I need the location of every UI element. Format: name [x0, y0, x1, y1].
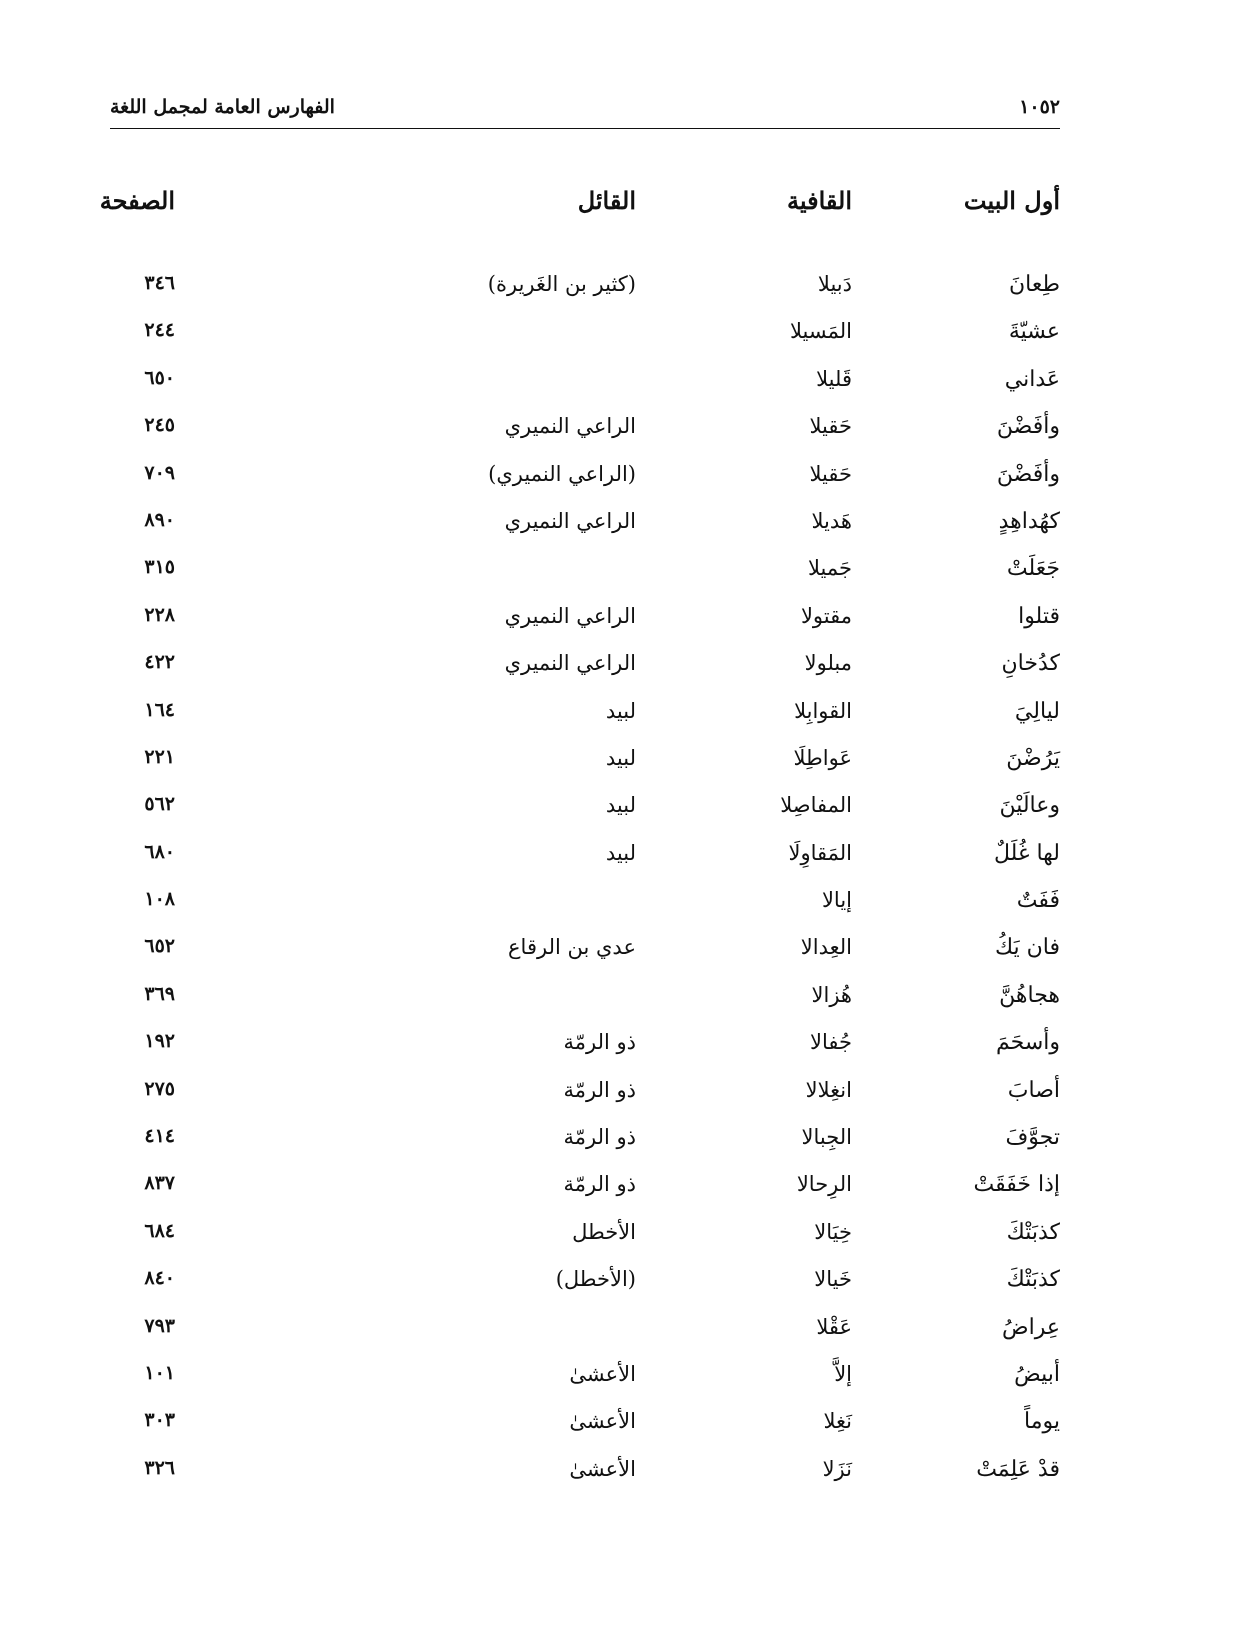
table-row	[110, 841, 1060, 888]
first-word-cell: تجوَّفَ	[1005, 1125, 1060, 1151]
poet-cell: الراعي النميري	[504, 603, 636, 628]
table-row	[110, 414, 1060, 461]
rhyme-cell: المَقاوِلَا	[788, 840, 852, 865]
first-word-cell: عَداني	[1004, 366, 1060, 392]
page-number-cell: ٧٠٩	[144, 461, 175, 484]
rhyme-cell: الجِبالا	[801, 1125, 852, 1150]
column-header-first-word: أول البيت	[963, 186, 1060, 215]
page-number: ١٠٥٢	[1019, 96, 1060, 118]
poet-cell: (الراعي النميري)	[488, 461, 636, 486]
rhyme-cell: مقتولا	[800, 603, 852, 628]
book-title: الفهارس العامة لمجمل اللغة	[110, 96, 335, 118]
first-word-cell: فَفَتٌ	[1016, 888, 1060, 914]
index-table	[110, 272, 1060, 1504]
table-row	[110, 699, 1060, 746]
poet-cell: الراعي النميري	[504, 508, 636, 533]
rhyme-cell: خِيَالا	[814, 1219, 852, 1244]
table-row	[110, 1030, 1060, 1077]
page-number-cell: ٣١٥	[144, 556, 175, 579]
first-word-cell: وعالَيْنَ	[999, 793, 1060, 819]
page-number-cell: ٢٧٥	[144, 1077, 175, 1100]
table-row	[110, 1172, 1060, 1219]
rhyme-cell: جُفالا	[810, 1030, 852, 1055]
page-number-cell: ٢٤٤	[144, 319, 175, 342]
first-word-cell: لها غُلَلٌ	[994, 840, 1060, 866]
rhyme-cell: إيالا	[821, 888, 852, 913]
table-row	[110, 746, 1060, 793]
rhyme-cell: هَديلا	[811, 508, 852, 533]
table-row	[110, 651, 1060, 698]
first-word-cell: إذا خَفَقَتْ	[973, 1172, 1060, 1198]
page-number-cell: ٦٨٠	[144, 840, 175, 863]
table-row	[110, 272, 1060, 319]
table-row	[110, 556, 1060, 603]
table-header	[99, 186, 1060, 226]
first-word-cell: طِعانَ	[1009, 272, 1060, 297]
first-word-cell: عشيّةَ	[1008, 319, 1060, 345]
poet-cell: لبيد	[605, 698, 636, 723]
rhyme-cell: دَبيلا	[817, 272, 852, 296]
first-word-cell: قتلوا	[1018, 603, 1060, 629]
page-number-cell: ٦٥٠	[144, 366, 175, 389]
page-number-cell: ١٠١	[144, 1361, 175, 1384]
page-number-cell: ٦٨٤	[144, 1219, 175, 1242]
rhyme-cell: عَقْلا	[816, 1314, 852, 1339]
rhyme-cell: العِدالا	[800, 935, 852, 960]
table-row	[110, 983, 1060, 1030]
poet-cell: ذو الرمّة	[563, 1077, 636, 1102]
table-row	[110, 462, 1060, 509]
poet-cell: لبيد	[605, 840, 636, 865]
first-word-cell: ليالِيَ	[1014, 698, 1060, 724]
rhyme-cell: هُزالا	[811, 982, 852, 1007]
column-header-poet: القائل	[577, 186, 636, 215]
first-word-cell: كهُداهِدٍ	[998, 508, 1060, 534]
table-row	[110, 319, 1060, 366]
first-word-cell: أبيضُ	[1014, 1361, 1060, 1387]
poet-cell: (كثير بن الغَريرة)	[487, 272, 636, 296]
first-word-cell: هجاهُنَّ	[999, 982, 1060, 1008]
poet-cell: الأخطل	[572, 1219, 636, 1244]
first-word-cell: يوماً	[1024, 1409, 1060, 1435]
table-row	[110, 509, 1060, 556]
page-number-cell: ٣٤٦	[144, 272, 175, 294]
first-word-cell: عِراضُ	[1002, 1314, 1060, 1340]
first-word-cell: يَرُضْنَ	[1006, 745, 1060, 771]
rhyme-cell: حَقيلا	[809, 461, 852, 486]
poet-cell: ذو الرمّة	[563, 1125, 636, 1150]
rhyme-cell: مبلولا	[804, 651, 852, 676]
rhyme-cell: انغِلالا	[805, 1077, 852, 1102]
table-row	[110, 1267, 1060, 1314]
poet-cell: الراعي النميري	[504, 651, 636, 676]
poet-cell: الأعشىٰ	[569, 1409, 636, 1434]
page-number-cell: ٨٤٠	[144, 1267, 175, 1290]
page-number-cell: ٥٦٢	[144, 793, 175, 816]
first-word-cell: فان يَكُ	[994, 935, 1060, 961]
poet-cell: ذو الرمّة	[563, 1172, 636, 1197]
page-number-cell: ٤٢٢	[144, 651, 175, 674]
poet-cell: الأعشىٰ	[569, 1361, 636, 1386]
rhyme-cell: حَقيلا	[809, 414, 852, 439]
first-word-cell: أصابَ	[1007, 1077, 1060, 1103]
page-number-cell: ١٩٢	[144, 1030, 175, 1053]
rhyme-cell: جَميلا	[808, 556, 852, 581]
rhyme-cell: عَواطِلَا	[793, 745, 852, 770]
page-number-cell: ٢٢٨	[144, 603, 175, 626]
poet-cell: الأعشىٰ	[569, 1456, 636, 1481]
table-row	[110, 1125, 1060, 1172]
column-header-page: الصفحة	[99, 186, 175, 215]
table-row	[110, 888, 1060, 935]
table-row	[110, 1409, 1060, 1456]
first-word-cell: وأسحَمَ	[995, 1030, 1060, 1056]
page-number-cell: ١٦٤	[144, 698, 175, 721]
rhyme-cell: قَليلا	[816, 366, 852, 391]
first-word-cell: وأفَضْنَ	[996, 414, 1060, 440]
page-number-cell: ٧٩٣	[144, 1314, 175, 1337]
table-row	[110, 1220, 1060, 1267]
first-word-cell: كدُخانِ	[1001, 651, 1060, 677]
rhyme-cell: المَسيلا	[790, 319, 852, 344]
table-row	[110, 935, 1060, 982]
table-row	[110, 793, 1060, 840]
poet-cell: (الأخطل)	[555, 1267, 636, 1292]
poet-cell: ذو الرمّة	[563, 1030, 636, 1055]
rhyme-cell: نَزَلا	[822, 1456, 852, 1481]
first-word-cell: وأفَضْنَ	[996, 461, 1060, 487]
page-number-cell: ٣٠٣	[144, 1409, 175, 1432]
page-number-cell: ٨٣٧	[144, 1172, 175, 1195]
rhyme-cell: الرِحالا	[796, 1172, 852, 1197]
header-rule	[110, 128, 1060, 129]
table-row	[110, 1078, 1060, 1125]
rhyme-cell: القوابِلا	[794, 698, 852, 723]
column-header-rhyme: القافية	[786, 186, 852, 215]
first-word-cell: كذبَتْكَ	[1006, 1219, 1060, 1245]
rhyme-cell: نَغِلا	[823, 1409, 852, 1434]
first-word-cell: جَعَلَتْ	[1006, 556, 1060, 582]
table-row	[110, 367, 1060, 414]
page-number-cell: ٢٤٥	[144, 414, 175, 437]
page-number-cell: ٤١٤	[144, 1125, 175, 1148]
poet-cell: لبيد	[605, 745, 636, 770]
poet-cell: عدي بن الرقاع	[508, 935, 636, 960]
table-row	[110, 1362, 1060, 1409]
rhyme-cell: خَيالا	[814, 1267, 852, 1292]
first-word-cell: كذبَتْكَ	[1006, 1267, 1060, 1293]
poet-cell: لبيد	[605, 793, 636, 818]
rhyme-cell: إلاَّ	[834, 1361, 852, 1386]
page-number-cell: ٢٢١	[144, 745, 175, 768]
page-number-cell: ٨٩٠	[144, 508, 175, 531]
table-row	[110, 604, 1060, 651]
page-number-cell: ٣٦٩	[144, 982, 175, 1005]
rhyme-cell: المفاصِلا	[780, 793, 852, 818]
table-row	[110, 1457, 1060, 1504]
page-number-cell: ٣٢٦	[144, 1456, 175, 1479]
poet-cell: الراعي النميري	[504, 414, 636, 439]
running-head	[110, 92, 1060, 128]
table-row	[110, 1315, 1060, 1362]
page-number-cell: ٦٥٢	[144, 935, 175, 958]
first-word-cell: قدْ عَلِمَتْ	[976, 1456, 1060, 1482]
page-number-cell: ١٠٨	[144, 888, 175, 911]
